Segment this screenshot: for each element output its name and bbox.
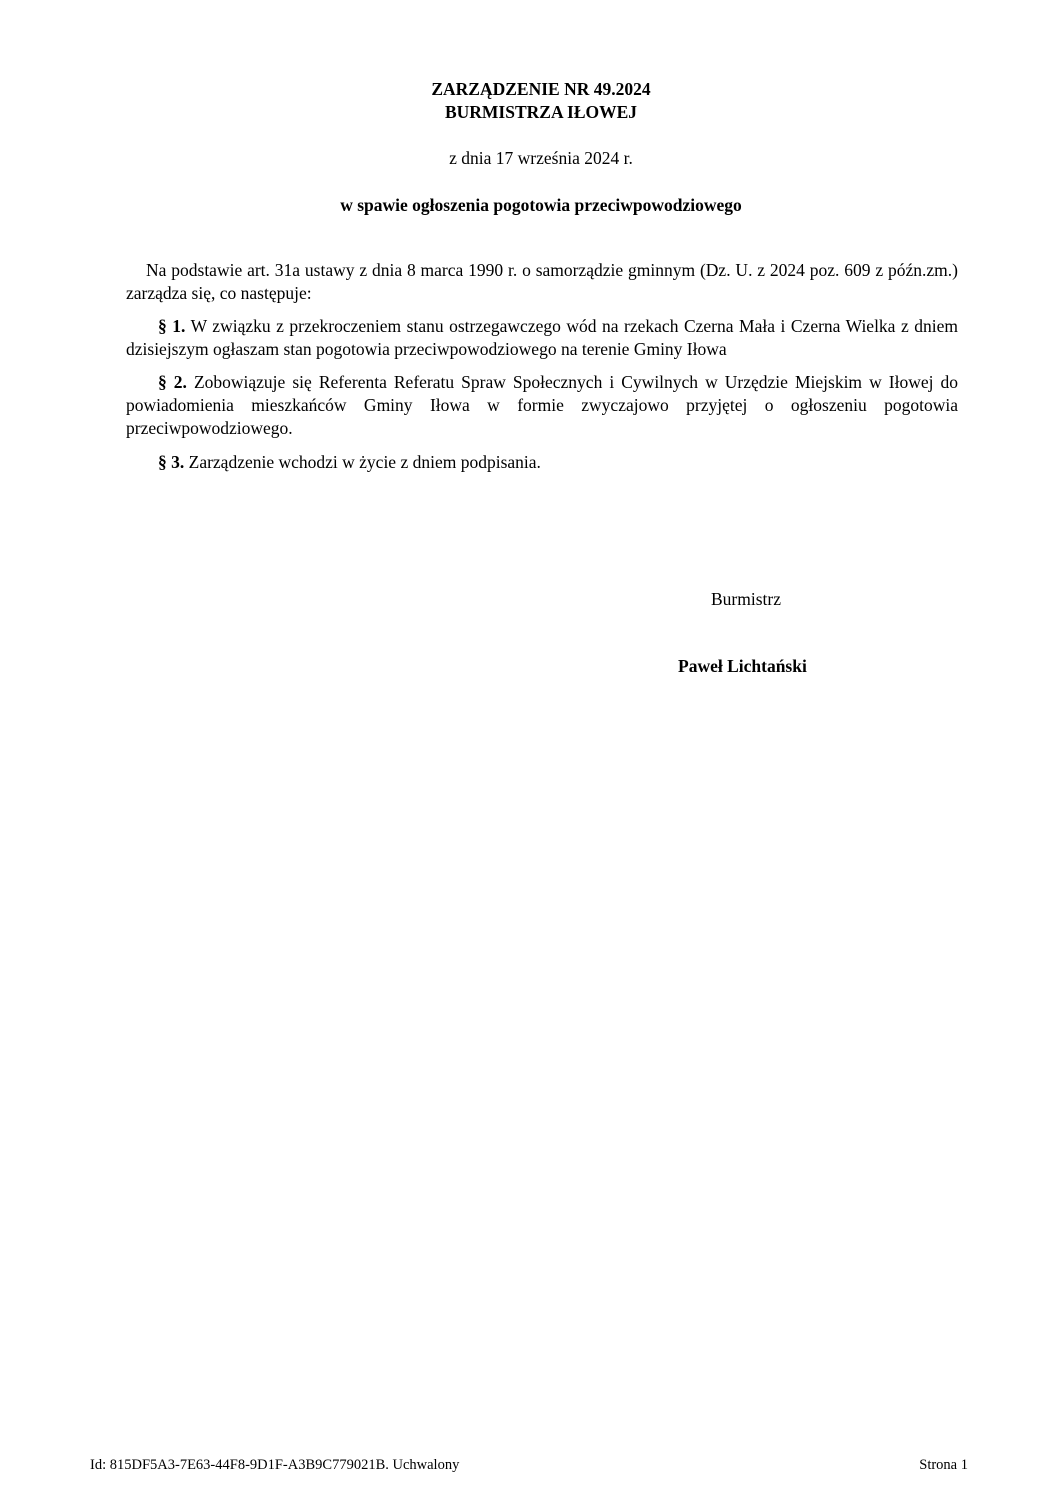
section-number: § 3. xyxy=(158,452,185,472)
section-number: § 1. xyxy=(158,316,186,336)
section-text: W związku z przekroczeniem stanu ostrzegawczego wód na rzekach Czerna Mała i Czerna Wielka z dniem dzisiejszym ogłaszam stan pogotowia przeciwpowodziowego na terenie Gminy Iłowa xyxy=(126,316,958,359)
section-text: Zarządzenie wchodzi w życie z dniem podpisania. xyxy=(184,452,541,472)
section-2 xyxy=(126,371,958,440)
section-3 xyxy=(126,451,958,474)
section-number: § 2. xyxy=(158,372,187,392)
document-subject: w spawie ogłoszenia pogotowia przeciwpowodziowego xyxy=(340,195,742,215)
document-issuer: BURMISTRZA IŁOWEJ xyxy=(444,102,638,122)
footer-page-number: Strona 1 xyxy=(919,1457,968,1473)
section-text: Zobowiązuje się Referenta Referatu Spraw Społecznych i Cywilnych w Urzędzie Miejskim w Iłowej do powiadomienia mieszkańców Gminy Iłowa w formie zwyczajowo przyjętej o ogłoszeniu pogotowia przeciwpowodziowego. xyxy=(126,372,959,438)
footer-document-id: Id: 815DF5A3-7E63-44F8-9D1F-A3B9C779021B. Uchwalony xyxy=(90,1457,460,1473)
intro-paragraph: Na podstawie art. 31a ustawy z dnia 8 marca 1990 r. o samorządzie gminnym (Dz. U. z 2024 poz. 609 z późn.zm.) zarządza się, co następuje: xyxy=(126,260,958,303)
signer-role: Burmistrz xyxy=(711,589,781,609)
signer-name: Paweł Lichtański xyxy=(678,656,807,676)
document-title: ZARZĄDZENIE NR 49.2024 xyxy=(431,79,651,99)
section-1 xyxy=(126,315,958,361)
document-date: z dnia 17 września 2024 r. xyxy=(449,148,633,168)
